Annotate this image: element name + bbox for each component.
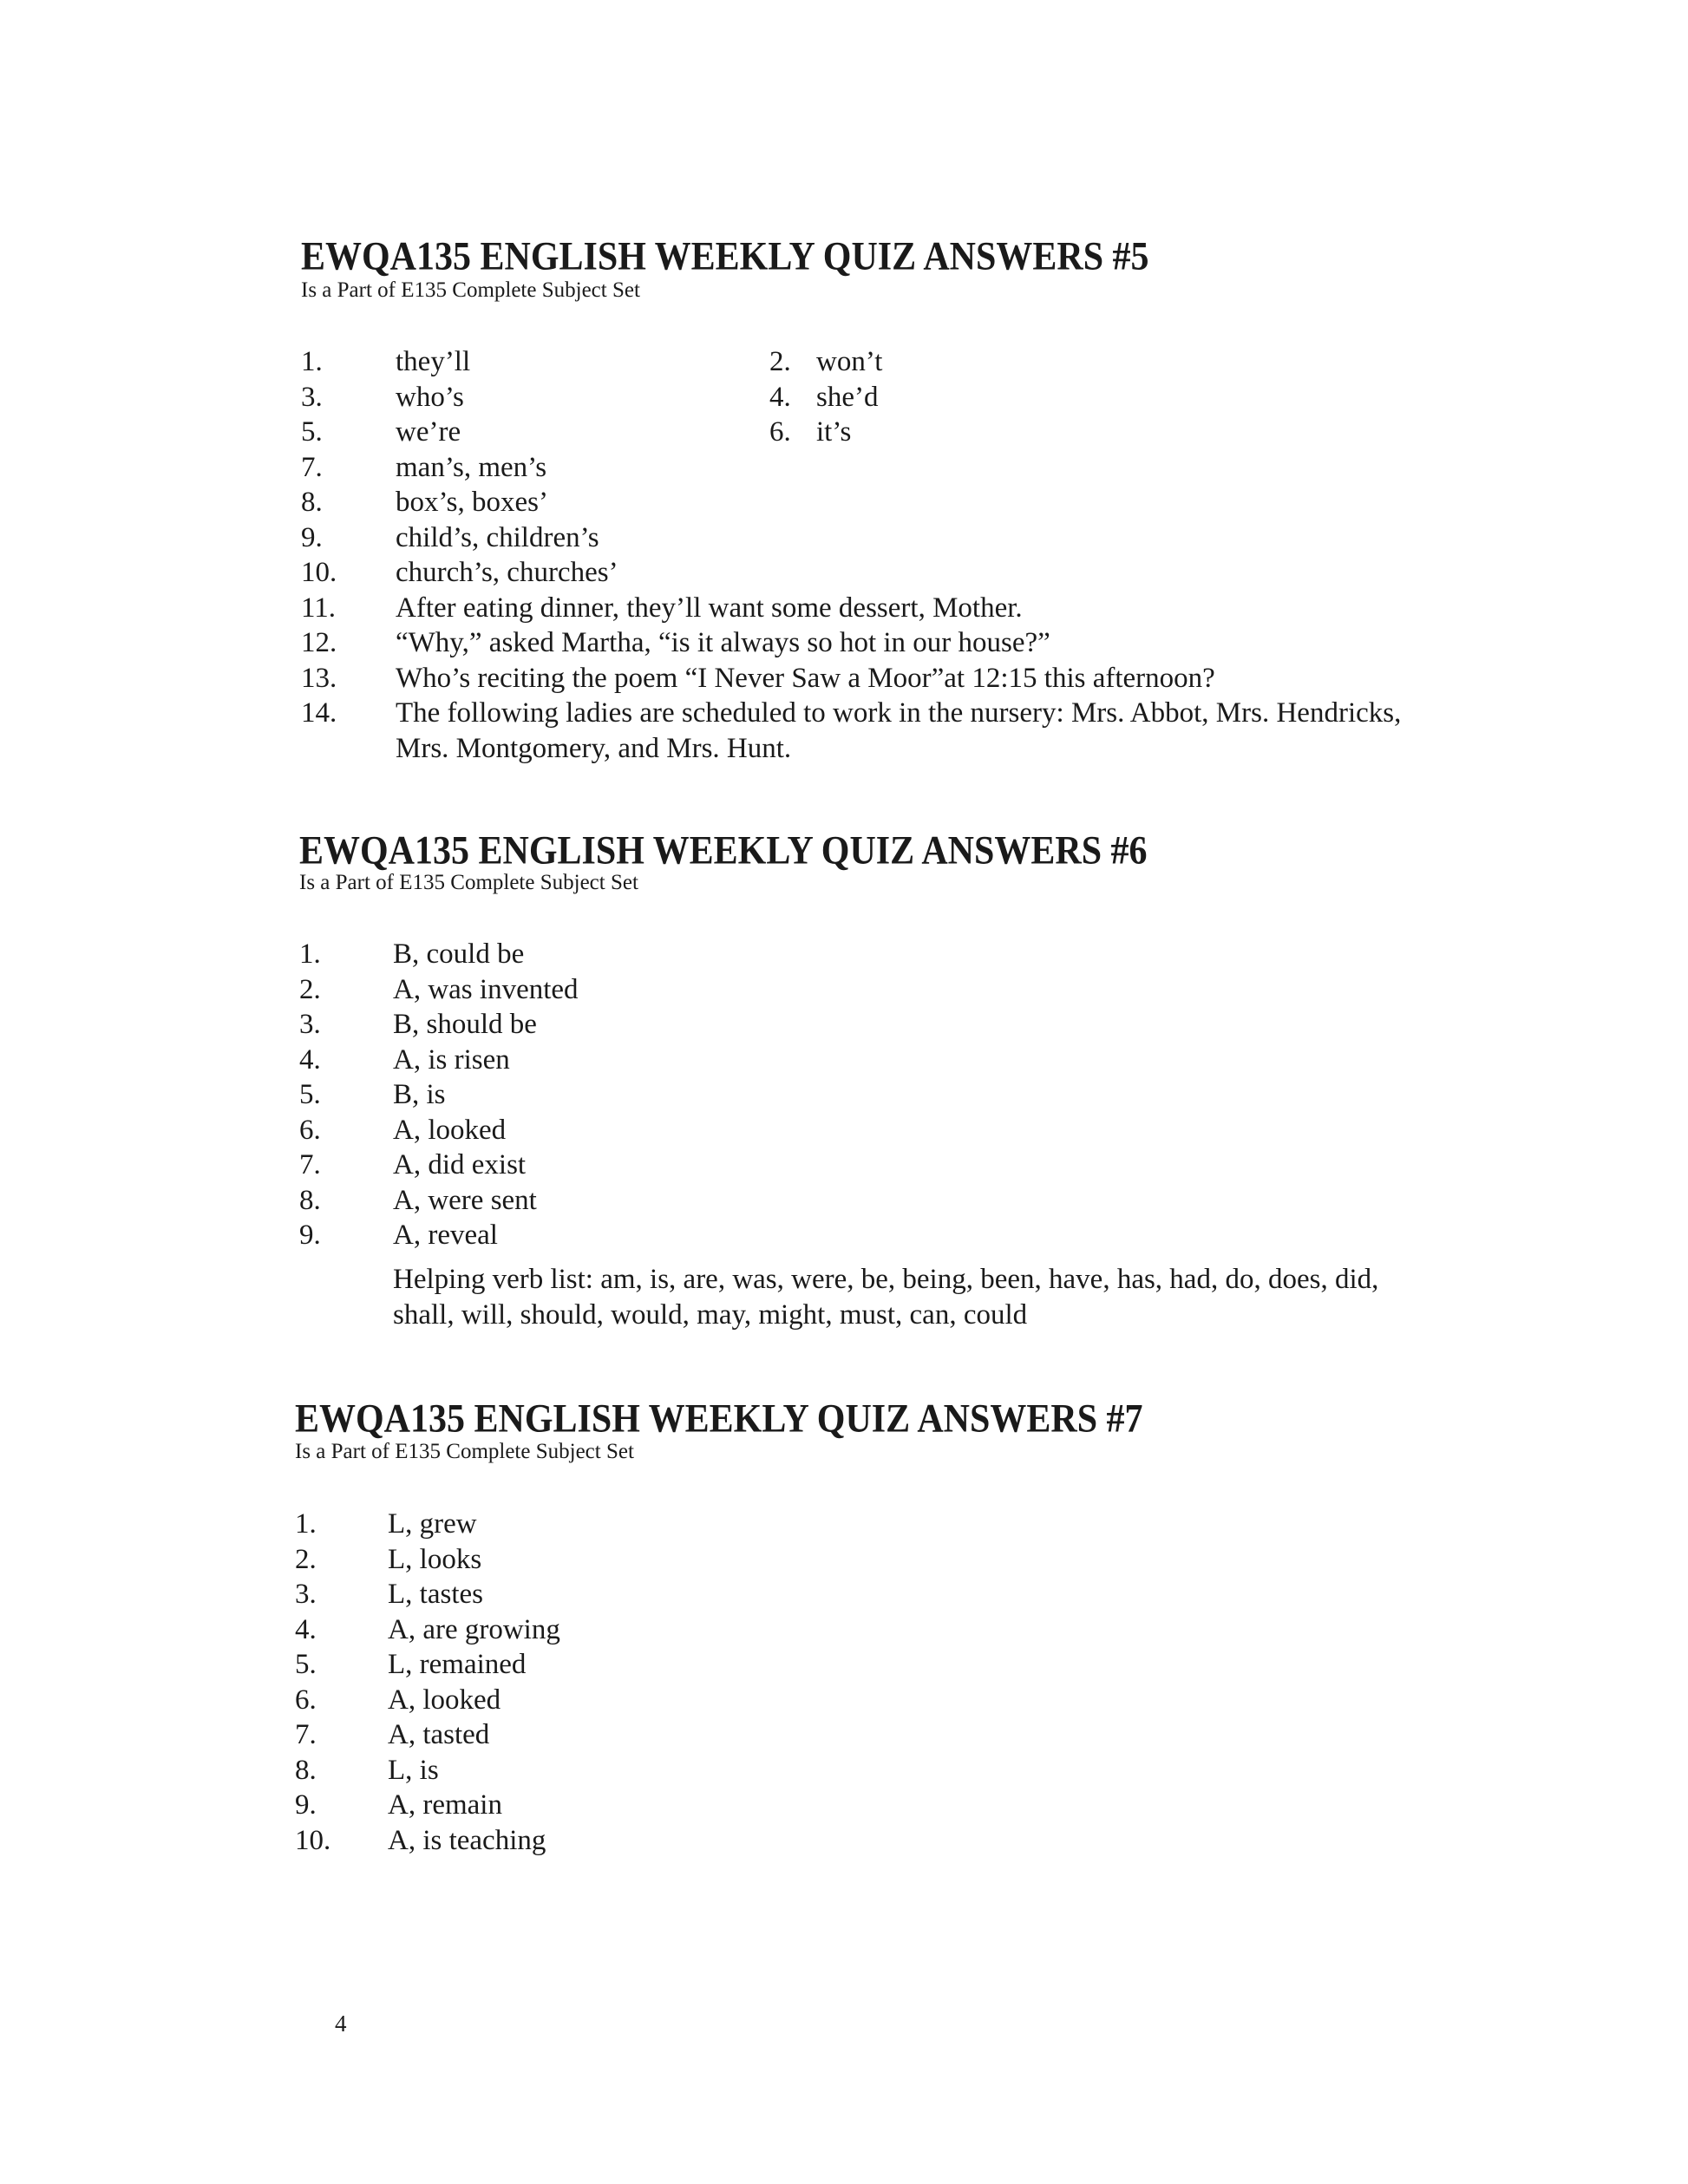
- answer-row: [0, 1077, 1688, 1113]
- answer-text: we’re: [396, 416, 461, 448]
- answer-number: 3.: [299, 1009, 321, 1040]
- answer-row: [0, 1612, 1688, 1648]
- answer-row: [0, 1113, 1688, 1148]
- answer-text: child’s, children’s: [396, 521, 599, 553]
- answer-text: who’s: [396, 381, 464, 413]
- answer-row: [0, 555, 1688, 591]
- answer-row: [0, 380, 1688, 415]
- answer-number: 4.: [295, 1613, 317, 1645]
- answer-number: 3.: [295, 1579, 317, 1610]
- answer-text: A, were sent: [393, 1184, 537, 1216]
- answer-row: [0, 972, 1688, 1008]
- answer-text: A, did exist: [393, 1149, 527, 1180]
- answer-number: 8.: [295, 1754, 317, 1786]
- answer-text: L, looks: [388, 1543, 482, 1575]
- answer-row: [0, 696, 1688, 731]
- answer-text: L, tastes: [388, 1579, 483, 1610]
- helping-verb-list-line1: Helping verb list: am, is, are, was, were, be, being, been, have, has, had, do, does, did,: [393, 1263, 1379, 1295]
- answer-number: 2.: [295, 1543, 317, 1575]
- answer-number: 2.: [769, 346, 791, 377]
- answer-row: [0, 485, 1688, 520]
- section-title: EWQA135 ENGLISH WEEKLY QUIZ ANSWERS #7: [295, 1396, 1143, 1442]
- answer-text: A, looked: [393, 1114, 507, 1146]
- answer-number: 2.: [299, 973, 321, 1005]
- answer-row: [0, 520, 1688, 556]
- answer-row: [0, 1683, 1688, 1718]
- answer-row: [0, 1577, 1688, 1612]
- answer-text: A, is teaching: [388, 1824, 546, 1856]
- answer-row: [0, 1788, 1688, 1823]
- answer-text: A, is risen: [393, 1043, 510, 1076]
- answer-row: [0, 1647, 1688, 1683]
- answer-row: [0, 344, 1688, 380]
- answer-text: A, was invented: [393, 973, 579, 1005]
- answer-number: 7.: [301, 451, 323, 483]
- answer-row: [0, 625, 1688, 661]
- answer-number: 7.: [295, 1719, 317, 1750]
- answer-number: 6.: [769, 416, 791, 448]
- answer-text: L, is: [388, 1754, 439, 1786]
- answer-row: [0, 1007, 1688, 1043]
- answer-row: [0, 1507, 1688, 1542]
- answer-text: L, remained: [388, 1649, 527, 1680]
- answer-row-continued: [0, 731, 1688, 767]
- answer-text: Who’s reciting the poem “I Never Saw a Moor”at 12:15 this afternoon?: [396, 662, 1215, 694]
- answer-text: it’s: [816, 416, 852, 448]
- answer-text: A, reveal: [393, 1220, 498, 1251]
- section-title: EWQA135 ENGLISH WEEKLY QUIZ ANSWERS #5: [301, 234, 1149, 279]
- section-subtitle: Is a Part of E135 Complete Subject Set: [295, 1440, 634, 1463]
- answer-row: [0, 415, 1688, 450]
- answer-text: they’ll: [396, 346, 471, 377]
- answer-row: [0, 1753, 1688, 1788]
- answer-text: L, grew: [388, 1508, 477, 1540]
- answer-row: [0, 591, 1688, 626]
- answer-number: 3.: [301, 381, 323, 413]
- answer-number: 5.: [301, 416, 323, 448]
- answer-text: B, could be: [393, 938, 525, 970]
- answer-row: [0, 937, 1688, 972]
- answer-number: 14.: [301, 697, 337, 729]
- answer-number: 1.: [299, 938, 321, 970]
- answer-number: 5.: [295, 1649, 317, 1680]
- answer-number: 6.: [299, 1114, 321, 1146]
- answer-number: 4.: [299, 1043, 321, 1076]
- answer-number: 1.: [301, 346, 323, 377]
- answer-text: A, are growing: [388, 1613, 560, 1645]
- answer-text: church’s, churches’: [396, 557, 618, 588]
- answer-text: The following ladies are scheduled to work in the nursery: Mrs. Abbot, Mrs. Hendricks,: [396, 697, 1402, 729]
- answer-number: 9.: [301, 521, 323, 553]
- answer-number: 7.: [299, 1149, 321, 1180]
- answer-text: Mrs. Montgomery, and Mrs. Hunt.: [396, 732, 792, 764]
- answer-text: A, tasted: [388, 1719, 490, 1750]
- answer-row: [0, 450, 1688, 486]
- answer-number: 9.: [299, 1220, 321, 1251]
- answer-row: [0, 1148, 1688, 1183]
- answer-text: B, should be: [393, 1009, 537, 1040]
- answer-text: “Why,” asked Martha, “is it always so hot in our house?”: [396, 627, 1050, 658]
- section-subtitle: Is a Part of E135 Complete Subject Set: [301, 278, 640, 302]
- answer-text: A, remain: [388, 1789, 502, 1821]
- answer-number: 8.: [301, 487, 323, 518]
- answer-row: [0, 661, 1688, 696]
- answer-number: 6.: [295, 1684, 317, 1716]
- answer-text: After eating dinner, they’ll want some dessert, Mother.: [396, 592, 1023, 624]
- answer-number: 10.: [301, 557, 337, 588]
- answer-row: [0, 1183, 1688, 1219]
- answer-text: B, is: [393, 1079, 446, 1110]
- answer-text: box’s, boxes’: [396, 487, 548, 518]
- answer-number: 10.: [295, 1824, 331, 1856]
- answer-number: 11.: [301, 592, 337, 624]
- answer-number: 12.: [301, 627, 337, 658]
- section-subtitle: Is a Part of E135 Complete Subject Set: [299, 871, 638, 894]
- answer-number: 9.: [295, 1789, 317, 1821]
- answer-text: man’s, men’s: [396, 451, 547, 483]
- page-number: 4: [335, 2011, 347, 2037]
- helping-verb-list-line2: shall, will, should, would, may, might, must, can, could: [393, 1298, 1028, 1331]
- answer-number: 5.: [299, 1079, 321, 1110]
- answer-text: A, looked: [388, 1684, 501, 1716]
- section-title: EWQA135 ENGLISH WEEKLY QUIZ ANSWERS #6: [299, 828, 1148, 873]
- answer-row: [0, 1717, 1688, 1753]
- answer-text: she’d: [816, 381, 879, 413]
- answer-number: 8.: [299, 1184, 321, 1216]
- answer-row: [0, 1218, 1688, 1253]
- answer-row: [0, 1542, 1688, 1578]
- answer-row: [0, 1823, 1688, 1859]
- answer-row: [0, 1043, 1688, 1078]
- answer-number: 4.: [769, 381, 791, 413]
- answer-number: 1.: [295, 1508, 317, 1540]
- answer-number: 13.: [301, 662, 337, 694]
- answer-text: won’t: [816, 346, 883, 377]
